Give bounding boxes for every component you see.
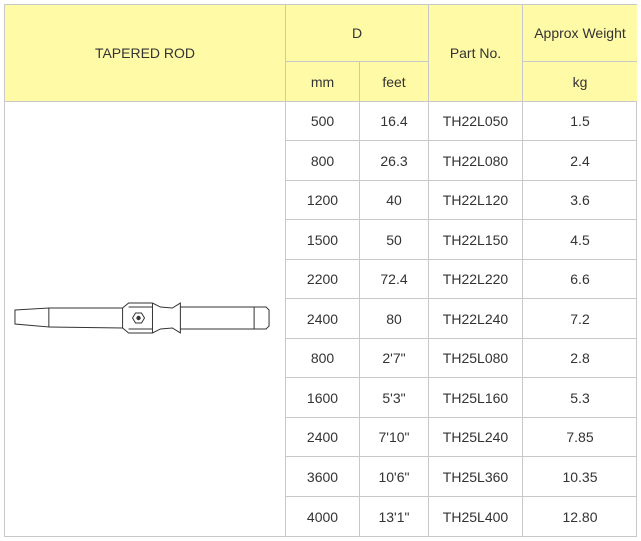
cell-weight: 10.35 <box>523 457 637 497</box>
cell-mm: 500 <box>286 102 360 141</box>
header-feet: feet <box>360 62 429 102</box>
cell-feet: 26.3 <box>360 141 429 181</box>
cell-feet: 13'1" <box>360 497 429 536</box>
cell-part-no: TH25L160 <box>429 378 523 418</box>
cell-weight: 2.4 <box>523 141 637 181</box>
cell-weight: 12.80 <box>562 508 598 525</box>
cell-mm: 800 <box>286 339 360 378</box>
cell-feet: 10'6" <box>360 457 429 497</box>
cell-feet: 50 <box>360 220 429 260</box>
cell-feet: 16.4 <box>360 102 429 141</box>
cell-weight: 7.2 <box>523 299 637 339</box>
header-part-no: Part No. <box>429 5 523 102</box>
cell-feet: 7'10" <box>360 418 429 457</box>
header-weight: Approx Weight <box>523 5 637 62</box>
cell-part-no: TH22L120 <box>429 181 523 220</box>
cell-part-no: TH22L240 <box>429 299 523 339</box>
header-product: TAPERED ROD <box>5 5 286 102</box>
header-d: D <box>286 5 429 62</box>
cell-mm: 1200 <box>286 181 360 220</box>
header-mm: mm <box>286 62 360 102</box>
cell-feet: 2'7" <box>360 339 429 378</box>
cell-weight: 3.6 <box>523 181 637 220</box>
cell-mm: 2400 <box>286 418 360 457</box>
rod-illustration-cell <box>5 102 286 536</box>
cell-mm: 800 <box>286 141 360 181</box>
cell-part-no: TH22L050 <box>429 102 523 141</box>
cell-mm: 1600 <box>286 378 360 418</box>
cell-mm: 2200 <box>286 260 360 299</box>
cell-weight: 2.8 <box>523 339 637 378</box>
cell-weight: 1.5 <box>523 102 637 141</box>
cell-mm: 2400 <box>286 299 360 339</box>
cell-feet: 72.4 <box>360 260 429 299</box>
cell-part-no: TH25L080 <box>429 339 523 378</box>
header-kg: kg <box>523 62 637 102</box>
cell-mm: 3600 <box>286 457 360 497</box>
cell-weight: 4.5 <box>523 220 637 260</box>
cell-mm: 4000 <box>286 497 360 536</box>
cell-feet: 5'3" <box>360 378 429 418</box>
cell-part-no: TH22L080 <box>429 141 523 181</box>
spec-table <box>4 4 637 537</box>
tapered-rod-drawing <box>5 102 285 536</box>
cell-part-no: TH22L220 <box>429 260 523 299</box>
cell-part-no: TH22L150 <box>429 220 523 260</box>
cell-feet: 40 <box>360 181 429 220</box>
cell-part-no: TH25L360 <box>429 457 523 497</box>
cell-weight: 5.3 <box>523 378 637 418</box>
cell-part-no: TH25L400 <box>429 497 523 536</box>
cell-weight: 6.6 <box>523 260 637 299</box>
cell-part-no: TH25L240 <box>429 418 523 457</box>
cell-feet: 80 <box>360 299 429 339</box>
cell-mm: 1500 <box>286 220 360 260</box>
cell-weight: 7.85 <box>523 418 637 457</box>
